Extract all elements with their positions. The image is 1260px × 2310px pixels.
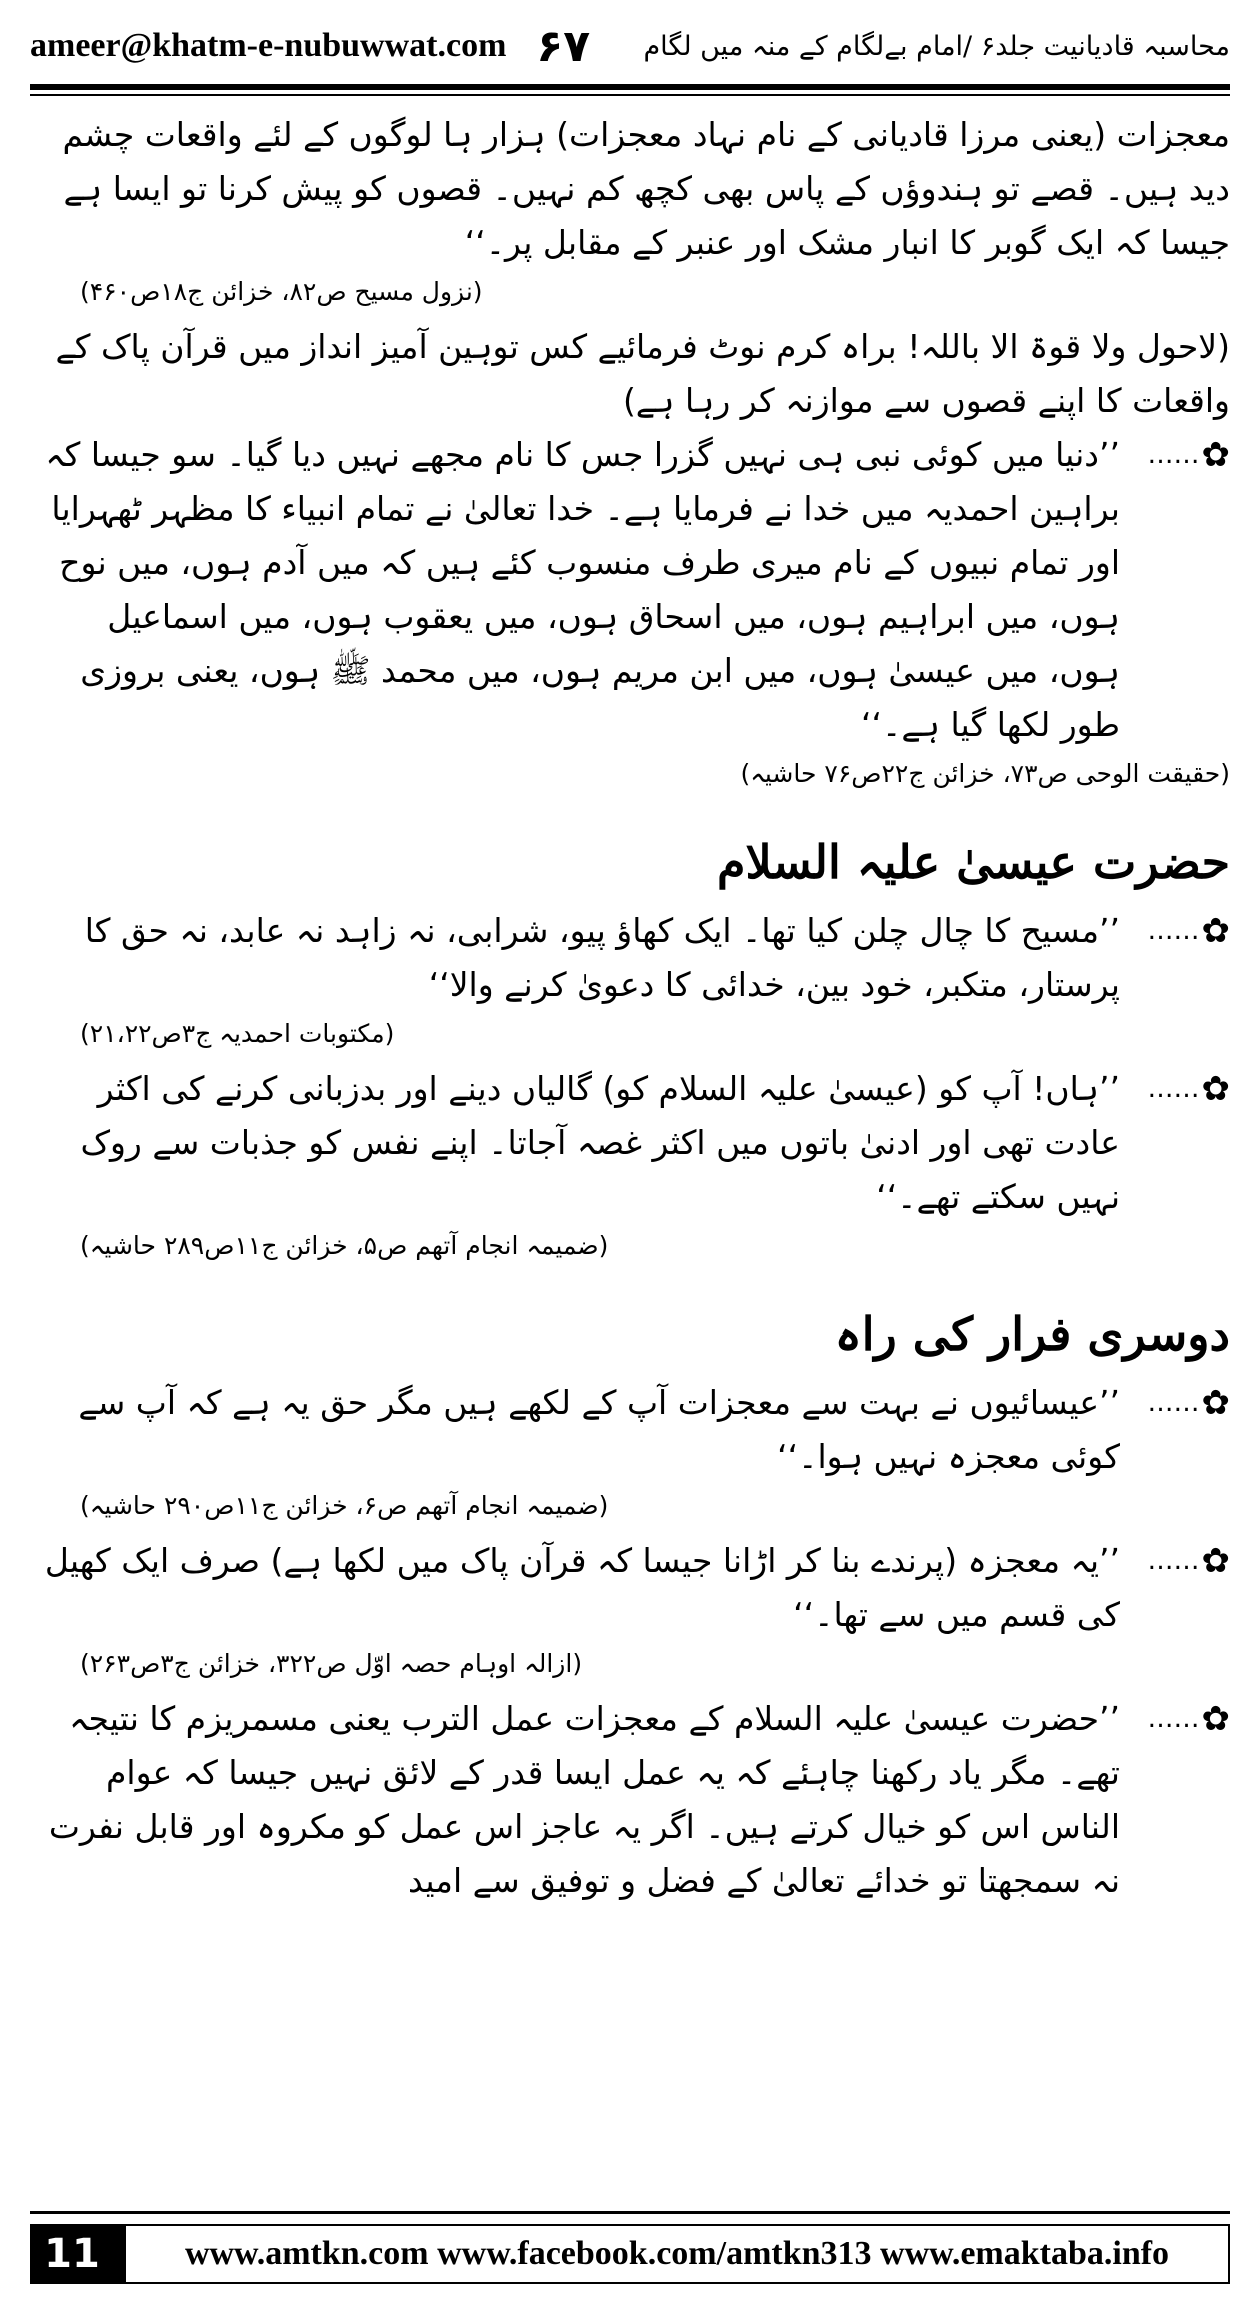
page-body [40,108,1230,2168]
editor-note: (لاحول ولا قوۃ الا باللہ! براہ کرم نوٹ فرمائیے کس توہین آمیز انداز میں قرآن پاک کے واقعات کا اپنے قصوں سے موازنہ کر رہا ہے) [55,327,1230,420]
quote-reference: (ضمیمہ انجام آتھم ص۶، خزائن ج۱۱ص۲۹۰ حاشیہ) [80,1491,609,1520]
bullet-marker: ✿ …… [1147,1383,1230,1423]
quote-item [40,904,1230,1012]
quote-item [40,1376,1230,1484]
flower-star-icon: ✿ [1201,1699,1230,1739]
footer-page-number: 11 [44,2231,100,2277]
quote-item [40,1692,1230,1908]
section-heading: حضرت عیسیٰ علیہ السلام [716,835,1230,889]
bullet-marker: ✿ …… [1147,1069,1230,1109]
quote-text: ’’دنیا میں کوئی نبی ہی نہیں گزرا جس کا نام مجھے نہیں دیا گیا۔ سو جیسا کہ براہین احمدیہ میں خدا نے فرمایا ہے۔ خدا تعالیٰ نے تمام انبیاء کا مظہر ٹھہرایا اور تمام نبیوں کے نام میری طرف منسوب کئے ہیں کہ میں آدم ہوں، میں نوح ہوں، میں ابراہیم ہوں، میں اسحاق ہوں، میں یعقوب ہوں، میں اسماعیل ہوں، میں عیسیٰ ہوں، میں ابن مریم ہوں، میں محمد ﷺ ہوں، یعنی بروزی طور لکھا گیا ہے۔‘‘ [45,435,1120,744]
quote-reference: (حقیقت الوحی ص۷۳، خزائن ج۲۲ص۷۶ حاشیہ) [740,759,1230,788]
bullet-marker: ✿ …… [1147,1541,1230,1581]
flower-star-icon: ✿ [1201,1383,1230,1423]
header-rule-thick [30,84,1230,90]
quote-text: ’’ہاں! آپ کو (عیسیٰ علیہ السلام کو) گالیاں دینے اور بدزبانی کرنے کی اکثر عادت تھی اور ادنیٰ باتوں میں اکثر غصہ آجاتا۔ اپنے نفس کو جذبات سے روک نہیں سکتے تھے۔‘‘ [80,1069,1120,1216]
flower-star-icon: ✿ [1201,911,1230,951]
header-rule-thin [30,94,1230,96]
header-email: ameer@khatm-e-nubuwwat.com [30,27,507,64]
flower-star-icon: ✿ [1201,435,1230,475]
page-footer [30,2224,1230,2284]
bullet-marker: ✿ …… [1147,911,1230,951]
footer-rule [30,2211,1230,2214]
footer-links: www.amtkn.com www.facebook.com/amtkn313 www.emaktaba.info [124,2224,1230,2284]
section-heading: دوسری فرار کی راہ [834,1307,1230,1361]
quote-reference: (ضمیمہ انجام آتھم ص۵، خزائن ج۱۱ص۲۸۹ حاشیہ) [80,1231,609,1260]
quote-reference: (مکتوبات احمدیہ ج۳ص۲۱،۲۲) [80,1019,395,1048]
flower-star-icon: ✿ [1201,1069,1230,1109]
header-page-number: ۶۷ [536,20,591,72]
quote-reference: (ازالہ اوہام حصہ اوّل ص۳۲۲، خزائن ج۳ص۲۶۳) [80,1649,583,1678]
quote-item [40,1062,1230,1224]
quote-item [40,1534,1230,1642]
intro-paragraph: معجزات (یعنی مرزا قادیانی کے نام نہاد معجزات) ہزار ہا لوگوں کے لئے واقعات چشم دید ہیں۔ قصے تو ہندوؤں کے پاس بھی کچھ کم نہیں۔ قصوں کو پیش کرنا تو ایسا ہے جیسا کہ ایک گوبر کا انبار مشک اور عنبر کے مقابل پر۔‘‘ [62,115,1230,262]
quote-text: ’’عیسائیوں نے بہت سے معجزات آپ کے لکھے ہیں مگر حق یہ ہے کہ آپ سے کوئی معجزہ نہیں ہوا۔‘‘ [78,1383,1120,1476]
quote-text: ’’حضرت عیسیٰ علیہ السلام کے معجزات عمل الترب یعنی مسمریزم کا نتیجہ تھے۔ مگر یاد رکھنا چاہئے کہ یہ عمل ایسا قدر کے لائق نہیں جیسا کہ عوام الناس اس کو خیال کرتے ہیں۔ اگر یہ عاجز اس عمل کو مکروہ اور قابل نفرت نہ سمجھتا تو خدائے تعالیٰ کے فضل و توفیق سے امید [48,1699,1120,1900]
intro-reference: (نزول مسیح ص۸۲، خزائن ج۱۸ص۴۶۰) [80,277,483,306]
running-title: محاسبہ قادیانیت جلد۶ /امام بےلگام کے منہ میں لگام [643,30,1230,62]
flower-star-icon: ✿ [1201,1541,1230,1581]
bullet-marker: ✿ …… [1147,435,1230,475]
bullet-marker: ✿ …… [1147,1699,1230,1739]
quote-text: ’’یہ معجزہ (پرندے بنا کر اڑانا جیسا کہ قرآن پاک میں لکھا ہے) صرف ایک کھیل کی قسم میں سے تھا۔‘‘ [44,1541,1120,1634]
quote-item [40,428,1230,752]
quote-text: ’’مسیح کا چال چلن کیا تھا۔ ایک کھاؤ پیو، شرابی، نہ زاہد نہ عابد، نہ حق کا پرستار، متکبر، خود بین، خدائی کا دعویٰ کرنے والا‘‘ [84,911,1120,1004]
page-header [30,14,1230,78]
